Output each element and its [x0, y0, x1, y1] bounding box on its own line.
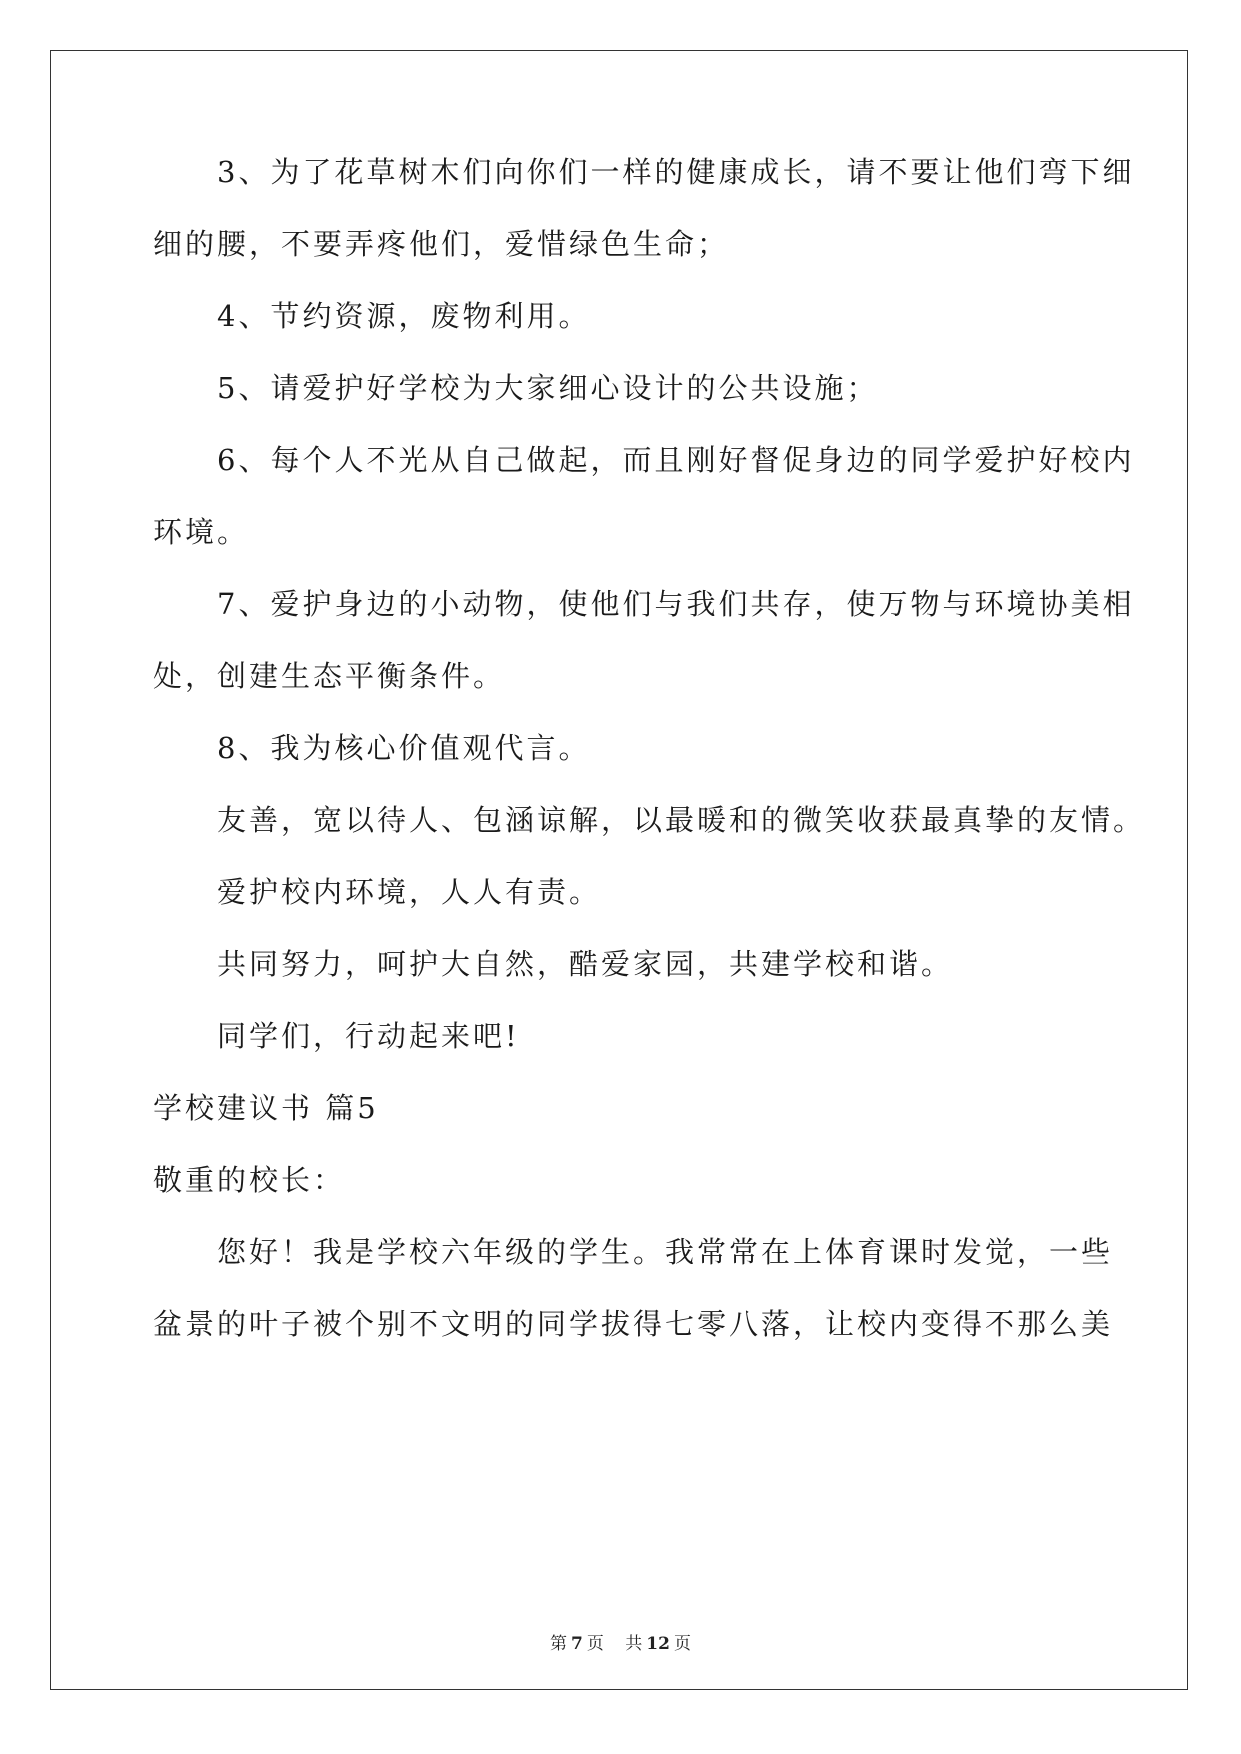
paragraph-line: 5、请爱护好学校为大家细心设计的公共设施；: [217, 371, 879, 405]
total-pages-indicator: 共 12 页: [625, 1634, 691, 1654]
paragraph-line: 盆景的叶子被个别不文明的同学拔得七零八落，让校内变得不那么美: [153, 1307, 1114, 1341]
paragraph-line: 3、为了花草树木们向你们一样的健康成长，请不要让他们弯下细: [217, 155, 1135, 189]
paragraph-line: 8、我为核心价值观代言。: [217, 731, 591, 765]
paragraph-line: 您好！我是学校六年级的学生。我常常在上体育课时发觉，一些: [217, 1235, 1114, 1269]
paragraph-line: 共同努力，呵护大自然，酷爱家园，共建学校和谐。: [217, 947, 954, 981]
paragraph-line: 友善，宽以待人、包涵谅解，以最暖和的微笑收获最真挚的友情。: [217, 803, 1146, 837]
page-footer: [0, 1633, 1241, 1655]
paragraph-line: 同学们，行动起来吧!: [217, 1019, 520, 1053]
paragraph-line: 处，创建生态平衡条件。: [153, 659, 506, 693]
paragraph-line: 4、节约资源，废物利用。: [217, 299, 591, 333]
salutation: 敬重的校长：: [153, 1163, 346, 1197]
paragraph-line: 环境。: [153, 515, 250, 549]
paragraph-line: 细的腰，不要弄疼他们，爱惜绿色生命；: [153, 227, 730, 261]
paragraph-line: 7、爱护身边的小动物，使他们与我们共存，使万物与环境协美相: [217, 587, 1135, 621]
paragraph-line: 爱护校内环境，人人有责。: [217, 875, 602, 909]
paragraph-line: 6、每个人不光从自己做起，而且刚好督促身边的同学爱护好校内: [217, 443, 1135, 477]
page-indicator: 第 7 页: [550, 1634, 604, 1654]
section-heading: 学校建议书 篇5: [153, 1091, 379, 1125]
